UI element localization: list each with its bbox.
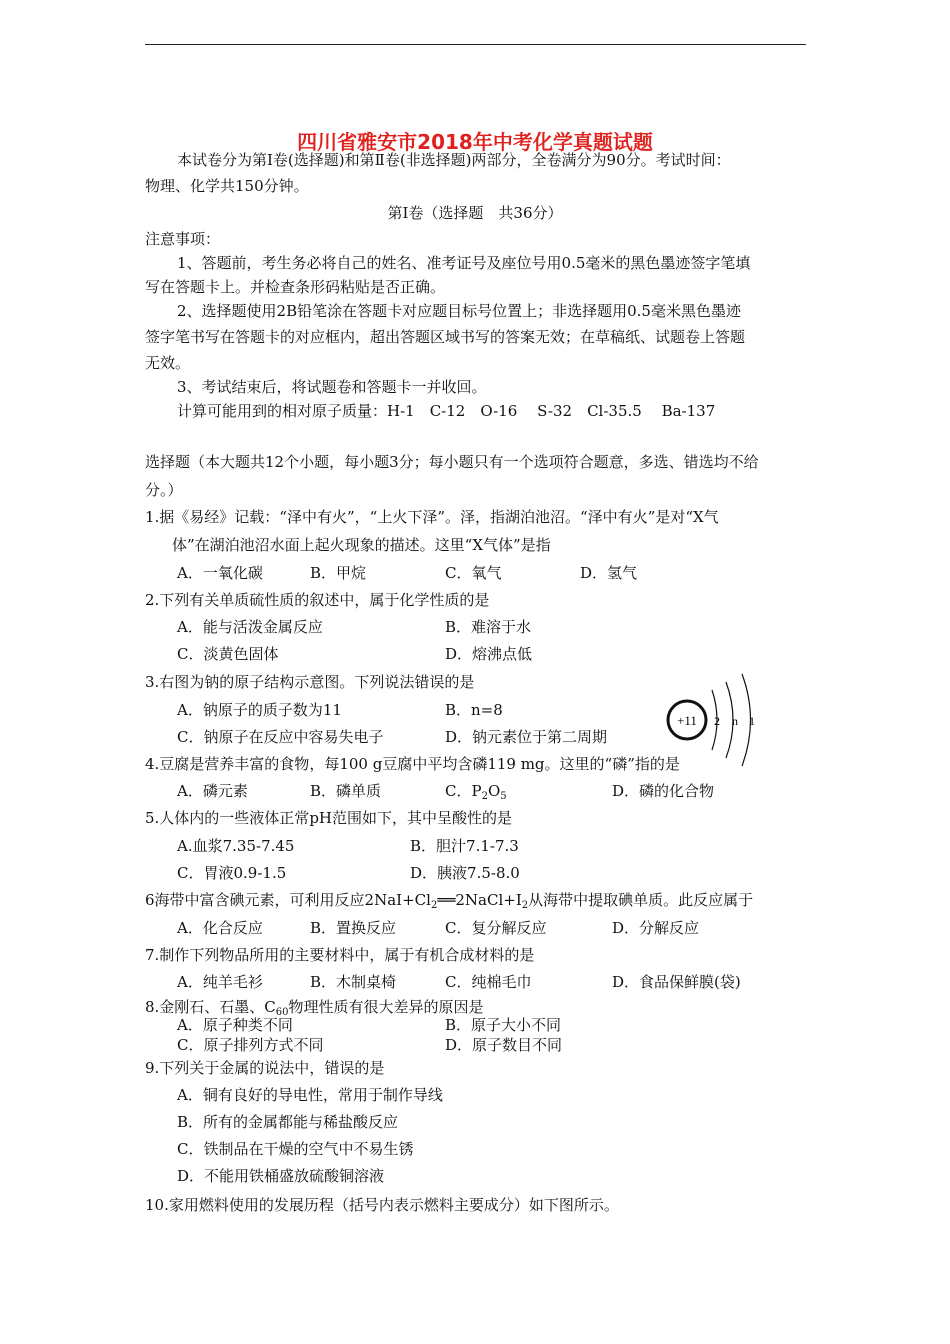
q9-stem: 9.下列关于金属的说法中，错误的是 bbox=[145, 1059, 385, 1077]
q6-option-d: D．分解反应 bbox=[612, 919, 700, 937]
q9-option-d: D．不能用铁桶盛放硫酸铜溶液 bbox=[177, 1167, 385, 1185]
q6-option-a: A．化合反应 bbox=[177, 919, 263, 937]
nucleus-charge: +11 bbox=[677, 713, 697, 728]
q9-option-a: A．铜有良好的导电性，常用于制作导线 bbox=[177, 1086, 443, 1104]
q7-option-c: C．纯棉毛巾 bbox=[445, 973, 532, 991]
q4-option-b: B．磷单质 bbox=[310, 782, 382, 800]
q9-option-b: B．所有的金属都能与稀盐酸反应 bbox=[177, 1113, 399, 1131]
notice-2-line-2: 签字笔书写在答题卡的对应框内，超出答题区域书写的答案无效；在草稿纸、试题卷上答题 bbox=[145, 328, 746, 346]
q5-option-d: D．胰液7.5-8.0 bbox=[410, 864, 520, 882]
q1-option-a: A．一氧化碳 bbox=[177, 564, 263, 582]
intro-line-1: 本试卷分为第Ⅰ卷(选择题)和第Ⅱ卷(非选择题)两部分，全卷满分为90分。考试时间： bbox=[177, 151, 731, 169]
q2-option-a: A．能与活泼金属反应 bbox=[177, 618, 323, 636]
q2-option-b: B．难溶于水 bbox=[445, 618, 532, 636]
q5-option-a: A.血浆7.35-7.45 bbox=[177, 837, 295, 855]
q1-option-d: D．氢气 bbox=[580, 564, 638, 582]
q8-option-c: C．原子排列方式不同 bbox=[177, 1036, 324, 1054]
q1-stem-line-2: 体”在湖泊池沼水面上起火现象的描述。这里“X气体”是指 bbox=[172, 536, 551, 554]
q10-stem: 10.家用燃料使用的发展历程（括号内表示燃料主要成分）如下图所示。 bbox=[145, 1196, 619, 1214]
q7-option-b: B．木制桌椅 bbox=[310, 973, 397, 991]
sodium-atom-diagram bbox=[662, 670, 782, 770]
q6-option-c: C．复分解反应 bbox=[445, 919, 547, 937]
q4-option-c: C．$P_2O_5$ bbox=[445, 782, 507, 802]
notice-heading: 注意事项： bbox=[145, 230, 221, 248]
shell-electrons-3: 1 bbox=[749, 714, 755, 728]
q7-stem: 7.制作下列物品所用的主要材料中，属于有机合成材料的是 bbox=[145, 946, 535, 964]
q1-option-c: C．氧气 bbox=[445, 564, 502, 582]
q5-option-b: B．胆汁7.1-7.3 bbox=[410, 837, 519, 855]
q6-option-b: B．置换反应 bbox=[310, 919, 397, 937]
q3-option-b: B．n=8 bbox=[445, 701, 503, 719]
q2-option-c: C．淡黄色固体 bbox=[177, 645, 279, 663]
atomic-masses: 计算可能用到的相对原子质量：H-1 C-12 O-16 S-32 Cl-35.5 Ba-137 bbox=[177, 402, 716, 420]
q8-option-a: A．原子种类不同 bbox=[177, 1016, 293, 1034]
choice-intro-line-1: 选择题（本大题共12个小题，每小题3分；每小题只有一个选项符合题意，多选、错选均不给 bbox=[145, 453, 759, 471]
q3-option-d: D．钠元素位于第二周期 bbox=[445, 728, 608, 746]
section-heading: 第Ⅰ卷（选择题 共36分） bbox=[387, 204, 563, 222]
choice-intro-line-2: 分。） bbox=[145, 481, 183, 499]
q8-stem: 8.金刚石、石墨、$C_{60}$物理性质有很大差异的原因是 bbox=[145, 998, 484, 1018]
q1-option-b: B．甲烷 bbox=[310, 564, 367, 582]
q3-stem: 3.右图为钠的原子结构示意图。下列说法错误的是 bbox=[145, 673, 475, 691]
notice-2-line-3: 无效。 bbox=[145, 354, 191, 372]
header-rule bbox=[145, 44, 806, 45]
q5-option-c: C．胃液0.9-1.5 bbox=[177, 864, 287, 882]
notice-2-line-1: 2、选择题使用2B铅笔涂在答题卡对应题目标号位置上；非选择题用0.5毫米黑色墨迹 bbox=[177, 302, 741, 320]
q5-stem: 5.人体内的一些液体正常pH范围如下，其中呈酸性的是 bbox=[145, 809, 512, 827]
q8-option-d: D．原子数目不同 bbox=[445, 1036, 563, 1054]
q2-option-d: D．熔沸点低 bbox=[445, 645, 533, 663]
shell-electrons-2: n bbox=[732, 714, 738, 728]
q3-option-c: C．钠原子在反应中容易失电子 bbox=[177, 728, 384, 746]
q2-stem: 2.下列有关单质硫性质的叙述中，属于化学性质的是 bbox=[145, 591, 490, 609]
shell-electrons-1: 2 bbox=[714, 714, 720, 728]
page-title: 四川省雅安市2018年中考化学真题试题 bbox=[297, 130, 653, 154]
q8-option-b: B．原子大小不同 bbox=[445, 1016, 562, 1034]
q9-option-c: C．铁制品在干燥的空气中不易生锈 bbox=[177, 1140, 414, 1158]
notice-1-line-2: 写在答题卡上。并检查条形码粘贴是否正确。 bbox=[145, 278, 446, 296]
intro-line-2: 物理、化学共150分钟。 bbox=[145, 177, 309, 195]
q7-option-d: D．食品保鲜膜(袋) bbox=[612, 973, 741, 991]
q7-option-a: A．纯羊毛衫 bbox=[177, 973, 263, 991]
q3-option-a: A．钠原子的质子数为11 bbox=[177, 701, 342, 719]
q4-option-a: A．磷元素 bbox=[177, 782, 248, 800]
q6-stem: 6海带中富含碘元素，可利用反应$2NaI+Cl_2══2NaCl+I_2$从海带中提取碘单质。此反应属于 bbox=[145, 891, 754, 911]
q4-option-d: D．磷的化合物 bbox=[612, 782, 715, 800]
notice-1-line-1: 1、答题前，考生务必将自己的姓名、准考证号及座位号用0.5毫米的黑色墨迹签字笔填 bbox=[177, 254, 751, 272]
notice-3-line-1: 3、考试结束后，将试题卷和答题卡一并收回。 bbox=[177, 378, 487, 396]
q1-stem-line-1: 1.据《易经》记载：“泽中有火”，“上火下泽”。泽，指湖泊池沼。“泽中有火”是对“X气 bbox=[145, 508, 719, 526]
q4-stem: 4.豆腐是营养丰富的食物，每100 g豆腐中平均含磷119 mg。这里的“磷”指的是 bbox=[145, 755, 680, 773]
